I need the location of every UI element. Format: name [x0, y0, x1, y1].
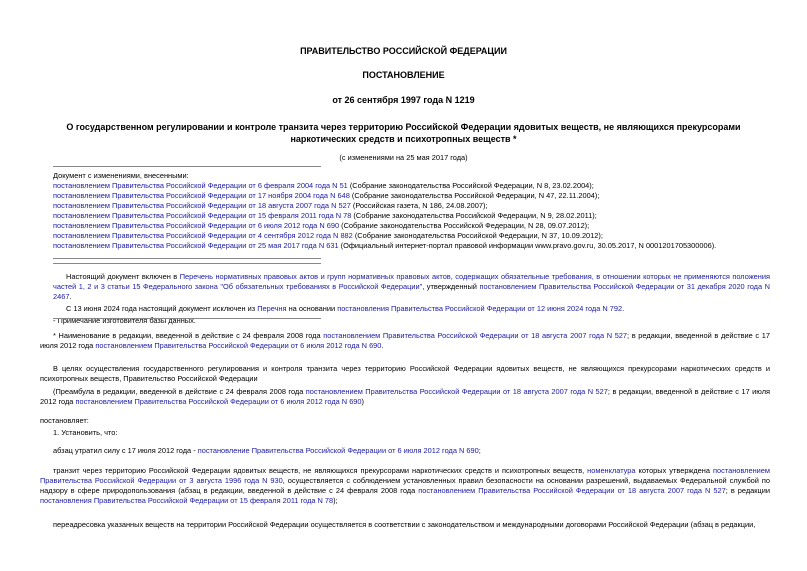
amendment-note: (с изменениями на 25 мая 2017 года) — [339, 153, 468, 162]
divider — [53, 318, 321, 319]
perechen-link[interactable]: Перечень нормативных правовых актов и групп нормативных правовых актов, содержащих обязательные требования, в отношении которых не применяются положения частей 1, 2 и 3 статьи 15 Федерального закона "Об обязательных требованиях в Российской Федерации" — [53, 272, 770, 291]
repeal-decree-690-link[interactable]: постановление Правительства Российской Федерации от 6 июля 2012 года N 690 — [197, 446, 479, 455]
document-kind-heading: ПОСТАНОВЛЕНИЕ — [362, 70, 445, 80]
readdress-paragraph: переадресовка указанных веществ на территории Российской Федерации осуществляется в соответствии с законодательством и международными договорами Российской Федерации (абзац в редакции, — [53, 520, 756, 529]
preamble-note: (Преамбула в редакции, введенной в действие с 24 февраля 2008 года постановлением Правительства Российской Федерации от 18 августа 2007 года N 527; в редакции, введенной в действие с 17 июля 2012 года постановлением Правительства Российской Федерации от 6 июля 2012 года N 690) — [40, 387, 771, 406]
amendments-intro: Документ с изменениями, внесенными: — [53, 171, 189, 180]
amendment-source: (Собрание законодательства Российской Федерации, N 8, 23.02.2004); — [347, 181, 594, 190]
amendment-item — [53, 211, 773, 221]
divider — [53, 258, 321, 259]
government-heading: ПРАВИТЕЛЬСТВО РОССИЙСКОЙ ФЕДЕРАЦИИ — [300, 46, 507, 56]
preamble-decree-690-link[interactable]: постановлением Правительства Российской Федерации от 6 июля 2012 года N 690 — [75, 397, 362, 406]
perechnya-link[interactable]: Перечня — [257, 304, 287, 313]
footnote-decree-690-link[interactable]: постановлением Правительства Российской Федерации от 6 июля 2012 года N 690 — [95, 341, 382, 350]
title-footnote: * Наименование в редакции, введенной в действие с 24 февраля 2008 года постановлением Правительства Российской Федерации от 18 августа 2007 года N 527; в редакции, введенной в действие с 17 июля 2012 года постановлением Правительства Российской Федерации от 6 июля 2012 года N 690. — [40, 331, 770, 350]
decree-78-link[interactable]: постановления Правительства Российской Федерации от 15 февраля 2011 года N 78 — [40, 496, 334, 505]
amendment-link[interactable]: постановлением Правительства Российской Федерации от 6 февраля 2004 года N 51 — [53, 181, 348, 190]
amendment-source: (Официальный интернет-портал правовой информации www.pravo.gov.ru, 30.05.2017, N 0001201705300006). — [338, 241, 717, 250]
inclusion-paragraph: Настоящий документ включен в Перечень нормативных правовых актов и групп нормативных правовых актов, содержащих обязательные требования, в отношении которых не применяются положения частей 1, 2 и 3 статьи 15 Федерального закона "Об обязательных требованиях в Российской Федерации", утвержденный постановлением Правительства Российской Федерации от 31 декабря 2020 года N 2467. — [53, 272, 770, 301]
decree-930-link[interactable]: постановлением Правительства Российской Федерации от 3 августа 1996 года N 930 — [40, 466, 770, 485]
preamble — [40, 364, 770, 407]
item-1: 1. Установить, что: — [53, 428, 118, 437]
transit-paragraph: транзит через территорию Российской Федерации ядовитых веществ, не являющихся прекурсорами наркотических средств и психотропных веществ, номенклатура которых утверждена постановлением Правительства Российской Федерации от 3 августа 1996 года N 930, осуществляется с соблюдением установленных правил безопасности на основании разрешений, выдаваемых Федеральной службой по надзору в сфере природопользования (абзац в редакции, введенной в действие с 24 февраля 2008 года постановлением Правительства Российской Федерации от 18 августа 2007 года N 527; в редакции постановления Правительства Российской Федерации от 15 февраля 2011 года N 78); — [40, 466, 770, 505]
amendment-source: (Собрание законодательства Российской Федерации, N 28, 09.07.2012); — [339, 221, 590, 230]
footnote-decree-527-link[interactable]: постановлением Правительства Российской Федерации от 18 августа 2007 года N 527 — [323, 331, 628, 340]
preamble-text: В целях осуществления государственного регулирования и контроля транзита через территорию Российской Федерации ядовитых веществ, не являющихся прекурсорами наркотических средств и психотропных веществ, Правительство Российской Федерации — [40, 364, 770, 383]
document-date-number: от 26 сентября 1997 года N 1219 — [332, 95, 475, 105]
decree-792-link[interactable]: постановления Правительства Российской Федерации от 12 июня 2024 года N 792 — [337, 304, 623, 313]
amendment-link[interactable]: постановлением Правительства Российской Федерации от 25 мая 2017 года N 631 — [53, 241, 339, 250]
decree-2467-link[interactable]: постановлением Правительства Российской Федерации от 31 декабря 2020 года N 2467 — [53, 282, 770, 301]
amendment-item — [53, 221, 773, 231]
amendments-list — [53, 171, 773, 251]
resolves: постановляет: — [40, 416, 89, 425]
amendment-link[interactable]: постановлением Правительства Российской Федерации от 18 августа 2007 года N 527 — [53, 201, 351, 210]
amendment-source: (Российская газета, N 186, 24.08.2007); — [350, 201, 488, 210]
amendment-source: (Собрание законодательства Российской Федерации, N 37, 10.09.2012); — [352, 231, 603, 240]
amendment-source: (Собрание законодательства Российской Федерации, N 9, 28.02.2011); — [351, 211, 597, 220]
transit-decree-527-link[interactable]: постановлением Правительства Российской Федерации от 18 августа 2007 года N 527 — [418, 486, 726, 495]
db-maker-note: - Примечание изготовителя базы данных. — [53, 316, 196, 325]
amendment-item — [53, 241, 773, 251]
amendment-link[interactable]: постановлением Правительства Российской Федерации от 15 февраля 2011 года N 78 — [53, 211, 352, 220]
preamble-decree-527-link[interactable]: постановлением Правительства Российской Федерации от 18 августа 2007 года N 527 — [305, 387, 608, 396]
amendment-item — [53, 231, 773, 241]
amendment-item — [53, 201, 773, 211]
nomenclature-link[interactable]: номенклатура — [587, 466, 636, 475]
amendment-source: (Собрание законодательства Российской Федерации, N 47, 22.11.2004); — [349, 191, 600, 200]
repealed-paragraph: абзац утратил силу с 17 июля 2012 года - постановление Правительства Российской Федерации от 6 июля 2012 года N 690; — [53, 446, 481, 455]
document-title: О государственном регулировании и контроле транзита через территорию Российской Федерации ядовитых веществ, не являющихся прекурсорами наркотических средств и психотропных веществ * — [66, 122, 741, 144]
exclusion-paragraph: С 13 июня 2024 года настоящий документ исключен из Перечня на основании постановления Правительства Российской Федерации от 12 июня 2024 года N 792. — [66, 304, 625, 313]
divider — [53, 263, 321, 264]
amendment-link[interactable]: постановлением Правительства Российской Федерации от 17 ноября 2004 года N 648 — [53, 191, 350, 200]
amendment-link[interactable]: постановлением Правительства Российской Федерации от 6 июля 2012 года N 690 — [53, 221, 340, 230]
amendment-item — [53, 191, 773, 201]
amendment-link[interactable]: постановлением Правительства Российской Федерации от 4 сентября 2012 года N 882 — [53, 231, 353, 240]
amendment-item — [53, 181, 773, 191]
divider — [53, 166, 321, 167]
